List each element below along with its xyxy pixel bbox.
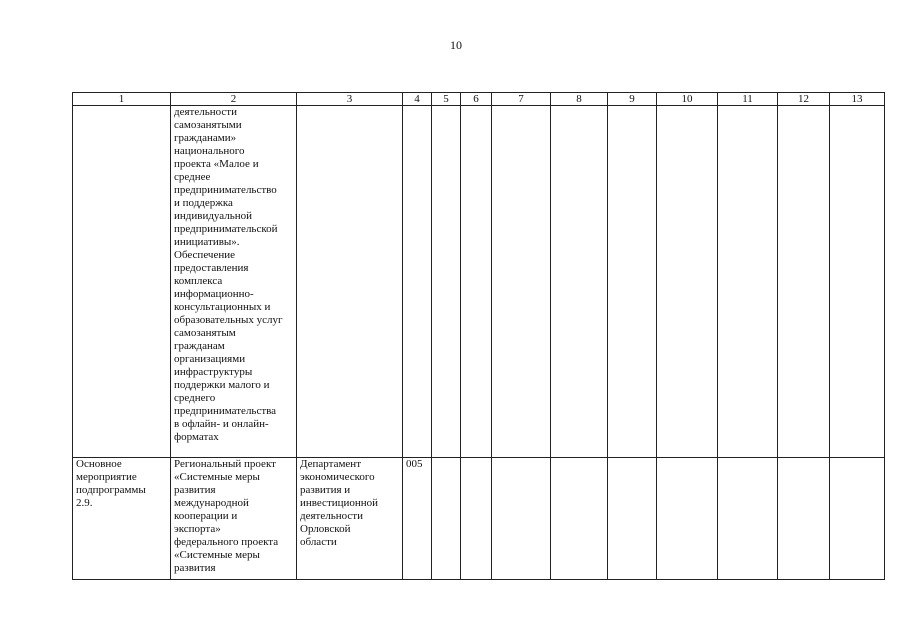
table-cell [718, 106, 778, 458]
cell-text [300, 106, 399, 457]
table-cell [73, 458, 171, 580]
table-cell [297, 106, 403, 458]
cell-text: 005 [406, 458, 423, 470]
table-cell [73, 106, 171, 458]
column-header: 8 [551, 93, 608, 106]
program-table [72, 92, 885, 580]
cell-text: деятельности самозанятыми гражданами» национального проекта «Малое и среднее предпринимательство и поддержка индивидуальной предпринимательской инициативы». Обеспечение предоставления комплекса информационно- консультационных и образовательных услуг самозанятым гражданам организациями инфраструктуры поддержки малого и среднего предпринимательства в офлайн- и онлайн- форматах [174, 106, 283, 443]
column-header: 4 [403, 93, 432, 106]
table-cell [778, 458, 830, 580]
column-header: 11 [718, 93, 778, 106]
column-header: 2 [171, 93, 297, 106]
table-cell [608, 458, 657, 580]
table-cell [830, 106, 885, 458]
table-row [73, 106, 885, 458]
table-cell [461, 106, 492, 458]
page-number: 10 [450, 38, 462, 52]
table-cell [297, 458, 403, 580]
column-header: 10 [657, 93, 718, 106]
column-header: 7 [492, 93, 551, 106]
table-cell [461, 458, 492, 580]
cell-text: Региональный проект «Системные меры развития международной кооперации и экспорта» федерального проекта «Системные меры развития [174, 458, 279, 574]
column-header: 6 [461, 93, 492, 106]
table-cell [718, 458, 778, 580]
cell-text: Основное мероприятие подпрограммы 2.9. [76, 458, 146, 509]
table-cell [830, 458, 885, 580]
table-cell [657, 106, 718, 458]
table-cell [171, 106, 297, 458]
table-cell [171, 458, 297, 580]
table-cell [432, 106, 461, 458]
column-header: 5 [432, 93, 461, 106]
table-cell [403, 458, 432, 580]
column-header: 1 [73, 93, 171, 106]
table-cell [657, 458, 718, 580]
table-row [73, 458, 885, 580]
table-cell [432, 458, 461, 580]
header-row [73, 93, 885, 106]
cell-text [406, 106, 428, 457]
table-cell [492, 458, 551, 580]
column-header: 13 [830, 93, 885, 106]
table-cell [403, 106, 432, 458]
cell-text: Департамент экономического развития и инвестиционной деятельности Орловской области [300, 458, 379, 548]
column-header: 3 [297, 93, 403, 106]
table-cell [492, 106, 551, 458]
table-cell [608, 106, 657, 458]
column-header: 12 [778, 93, 830, 106]
table-cell [551, 458, 608, 580]
cell-text [76, 106, 167, 457]
table-cell [778, 106, 830, 458]
column-header: 9 [608, 93, 657, 106]
table-cell [551, 106, 608, 458]
